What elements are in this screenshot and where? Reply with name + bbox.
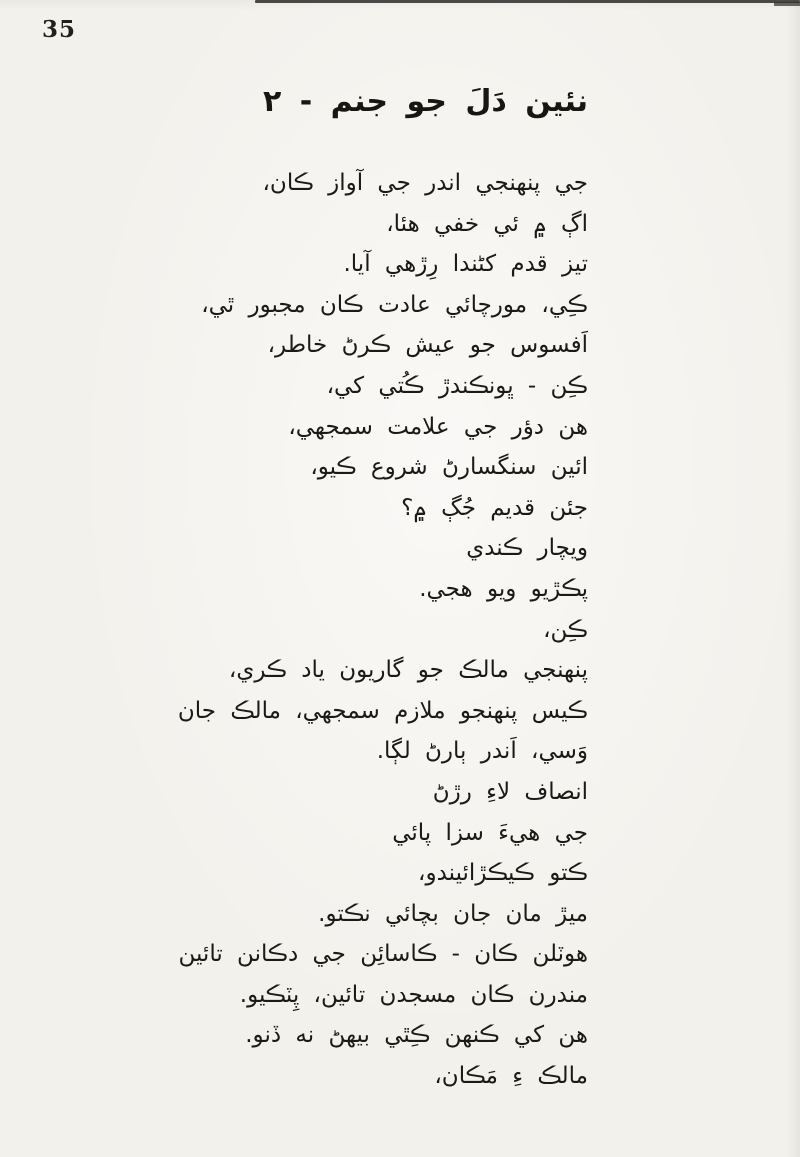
poem-line: جي هيءَ سزا پائي bbox=[392, 819, 588, 846]
poem-line: هن دؤر جي علامت سمجهي، bbox=[288, 413, 588, 440]
poem-line: پنهنجي مالڪ جو گاريون ياد ڪري، bbox=[228, 657, 588, 684]
poem-line: ڪِي، مورچائي عادت ڪان مجبور ٿي، bbox=[201, 291, 588, 318]
poem-line: ڪيس پنهنجو ملازم سمجهي، مالڪ جان bbox=[177, 697, 588, 724]
poem-line: ميڙ مان جان بچائي نڪتو. bbox=[318, 900, 588, 927]
page-content bbox=[40, 84, 588, 1097]
poem-line: مندرن ڪان مسجدن تائين، پِٽڪيو. bbox=[239, 981, 588, 1008]
poem-body bbox=[40, 163, 588, 1097]
poem-line: هن کي ڪنهن ڪِٿي بيهڻ نه ڏنو. bbox=[245, 1022, 588, 1049]
poem-line: ڪتو ڪيڪڙائيندو، bbox=[418, 860, 588, 887]
poem-line: اَفسوس جو عيش ڪرڻ خاطر، bbox=[267, 332, 588, 359]
poem-line: ڪِن، bbox=[543, 616, 588, 643]
poem-line: هوٽلن ڪان - ڪاسائِن جي دڪانن تائين bbox=[178, 941, 588, 968]
poem-line: اڳ ۾ ئي خفي هئا، bbox=[386, 210, 588, 237]
poem-line: جئن قديم جُڳ ۾؟ bbox=[401, 494, 588, 521]
poem-line: مالڪ ءِ مَڪان، bbox=[434, 1063, 588, 1090]
poem-line: تيز قدم کڻندا رِڙهي آيا. bbox=[343, 251, 588, 278]
scan-corner-artifact bbox=[774, 2, 800, 6]
poem-line: پڪڙيو ويو هجي. bbox=[419, 575, 588, 602]
poem-line: ويچار ڪندي bbox=[466, 535, 588, 562]
poem-line: انصاف لاءِ رڙڻ bbox=[432, 778, 588, 805]
poem-line: ائين سنگسارڻ شروع ڪيو، bbox=[310, 454, 588, 481]
poem-line: ڪِن - ڀونڪندڙ ڪُتي کي، bbox=[326, 372, 588, 399]
poem-title: نئين دَلَ جو جنم - ٢ bbox=[263, 84, 588, 119]
poem-line: جي پنهنجي اندر جي آواز ڪان، bbox=[262, 170, 588, 196]
poem-line: وَسي، اَندر ٻارڻ لڳا. bbox=[376, 738, 588, 765]
scan-edge-artifact bbox=[255, 0, 800, 3]
page-number: 35 bbox=[42, 16, 77, 43]
